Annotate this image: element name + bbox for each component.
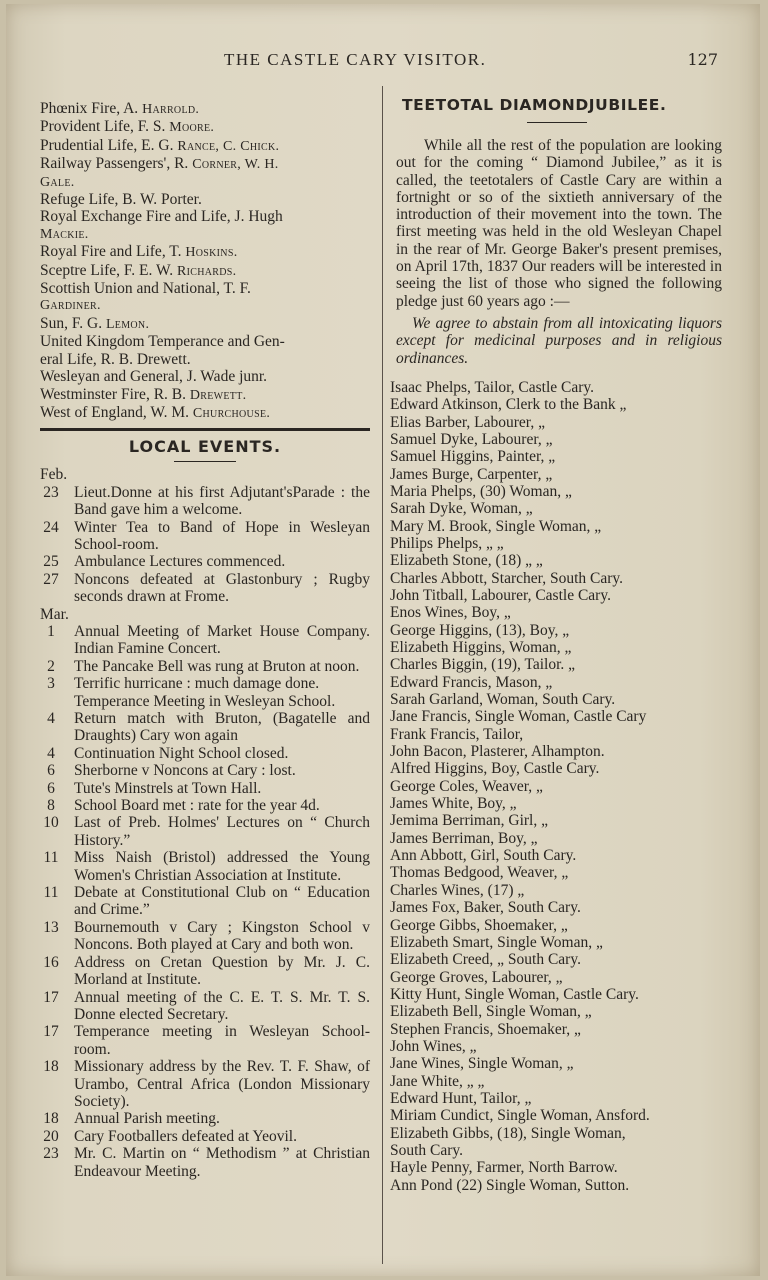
- signer-entry: Jane Wines, Single Woman, „: [390, 1055, 574, 1073]
- event-day: 6: [47, 779, 55, 797]
- event-day: 13: [43, 918, 59, 936]
- event-text: Tute's Minstrels at Town Hall.: [74, 779, 262, 797]
- insurance-entry: [40, 315, 370, 333]
- insurance-office: Westminster Fire, R. B.: [40, 385, 190, 403]
- event-day: 1: [47, 622, 55, 640]
- insurance-entry: [40, 208, 370, 225]
- event-day: 18: [43, 1058, 59, 1076]
- section-rule: [40, 428, 370, 431]
- event-item: [40, 623, 370, 658]
- signer-entry: James White, Boy, „: [390, 795, 517, 813]
- event-text: Return match with Bruton, (Bagatelle and Draughts) Cary won again: [74, 710, 370, 745]
- signer-entry: Jemima Berriman, Girl, „: [390, 812, 548, 830]
- signer-entry: Ann Abbott, Girl, South Cary.: [390, 847, 577, 865]
- signer-entry: Hayle Penny, Farmer, North Barrow.: [390, 1159, 618, 1177]
- signer-entry: Charles Wines, (17) „: [390, 881, 525, 899]
- local-events-heading: LOCAL EVENTS.: [128, 437, 282, 457]
- insurance-entry: [40, 100, 370, 118]
- signer-entry: Elizabeth Smart, Single Woman, „: [390, 933, 603, 951]
- signer-entry: George Groves, Labourer, „: [390, 968, 563, 986]
- insurance-entry: [40, 333, 370, 350]
- column-divider: [382, 86, 383, 1264]
- event-text: Debate at Constitutional Club on “ Education and Crime.”: [74, 884, 370, 919]
- signer-entry: James Fox, Baker, South Cary.: [390, 899, 581, 917]
- insurance-agent: Rance, C. Chick.: [177, 138, 280, 154]
- signer-entry: Jane White, „ „: [390, 1072, 485, 1090]
- event-day: 23: [43, 483, 59, 501]
- insurance-entry: [40, 137, 370, 155]
- signer-entry: Edward Hunt, Tailor, „: [390, 1089, 532, 1107]
- signer-entry: Maria Phelps, (30) Woman, „: [390, 482, 572, 500]
- event-day: 11: [43, 849, 59, 867]
- event-text: Sherborne v Noncons at Cary : lost.: [74, 762, 296, 780]
- insurance-entry: [40, 262, 370, 280]
- page-header: [6, 50, 760, 74]
- signer-entry: Philips Phelps, „ „: [390, 534, 504, 552]
- event-text: Ambulance Lectures commenced.: [74, 553, 286, 571]
- signer-entry: Elizabeth Higgins, Woman, „: [390, 639, 572, 657]
- insurance-entry-continuation: Gale.: [40, 174, 75, 190]
- signer-entry: Jane Francis, Single Woman, Castle Cary: [390, 708, 647, 726]
- signers-list: [390, 379, 724, 1194]
- signer-entry: George Coles, Weaver, „: [390, 777, 543, 795]
- event-day: 4: [47, 710, 55, 727]
- insurance-entry-continuation: Gardiner.: [40, 298, 101, 314]
- event-item: [40, 814, 370, 849]
- signer-entry: George Higgins, (13), Boy, „: [390, 621, 570, 639]
- event-text: Winter Tea to Band of Hope in Wesleyan School-room.: [74, 518, 370, 553]
- event-text: Annual meeting of the C. E. T. S. Mr. T. S. Donne elected Secretary.: [74, 988, 370, 1023]
- insurance-office: Provident Life, F. S.: [40, 118, 170, 136]
- insurance-entry: [40, 118, 370, 136]
- event-item: [40, 1058, 370, 1110]
- signer-entry: Ann Pond (22) Single Woman, Sutton.: [390, 1176, 630, 1194]
- signer-entry: South Cary.: [390, 1141, 464, 1159]
- insurance-entry: [40, 368, 370, 385]
- event-day: 17: [43, 988, 59, 1006]
- event-day: 17: [43, 1023, 59, 1041]
- signer-entry: Enos Wines, Boy, „: [390, 604, 511, 622]
- signer-entry: James Burge, Carpenter, „: [390, 465, 553, 483]
- signer-entry: Samuel Dyke, Labourer, „: [390, 430, 553, 448]
- event-text: Cary Footballers defeated at Yeovil.: [74, 1127, 297, 1145]
- event-day: 2: [47, 657, 55, 675]
- event-item: [40, 954, 370, 989]
- insurance-office: Sun, F. G.: [40, 314, 106, 332]
- insurance-office: Royal Exchange Fire and Life, J. Hugh: [40, 208, 283, 226]
- insurance-entry-continuation: eral Life, R. B. Drewett.: [40, 350, 191, 368]
- signer-entry: Elizabeth Creed, „ South Cary.: [390, 951, 581, 969]
- heading-underline: [527, 122, 587, 123]
- left-column: [40, 100, 370, 1180]
- event-day: 27: [43, 570, 59, 588]
- event-day: 10: [43, 814, 59, 832]
- event-item: [40, 745, 370, 762]
- event-day: 23: [43, 1145, 59, 1163]
- signer-entry: Mary M. Brook, Single Woman, „: [390, 517, 602, 535]
- signer-entry: Elias Barber, Labourer, „: [390, 413, 545, 431]
- event-day: 6: [47, 762, 55, 780]
- event-item: [40, 989, 370, 1024]
- signer-entry: John Wines, „: [390, 1037, 477, 1055]
- signer-entry: Thomas Bedgood, Weaver, „: [390, 864, 569, 882]
- event-day: 11: [43, 884, 59, 902]
- teetotal-intro: While all the rest of the population are looking out for the coming “ Diamond Jubilee,” as it is called, the teetotalers of Castle Cary are within a fortnight or so of the sixtieth anniversary of the introduction of their movement into the town. The first meeting was held in the old Wesleyan Chapel in the rear of Mr. George Baker's present premises, on April 17th, 1837 Our readers will be interested in seeing the list of those who signed the following pledge just 60 years ago :—: [396, 137, 722, 310]
- event-day: 20: [43, 1127, 59, 1145]
- event-day: 4: [47, 744, 55, 762]
- event-text: Missionary address by the Rev. T. F. Shaw, of Urambo, Central Africa (London Missionary Society).: [74, 1058, 370, 1110]
- event-text: Last of Preb. Holmes' Lectures on “ Church History.”: [74, 814, 370, 849]
- event-text: Noncons defeated at Glastonbury ; Rugby seconds drawn at Frome.: [74, 570, 370, 606]
- signer-entry: John Titball, Labourer, Castle Cary.: [390, 586, 611, 604]
- insurance-entry: [40, 243, 370, 261]
- signer-entry: George Gibbs, Shoemaker, „: [390, 916, 568, 934]
- insurance-office: Refuge Life, B. W. Porter.: [40, 191, 202, 209]
- signer-entry: Samuel Higgins, Painter, „: [390, 448, 556, 466]
- signer-entry: John Bacon, Plasterer, Alhampton.: [390, 743, 605, 761]
- event-text: Annual Parish meeting.: [74, 1110, 220, 1128]
- running-title: THE CASTLE CARY VISITOR.: [224, 50, 487, 69]
- signer-entry: Frank Francis, Tailor,: [390, 725, 524, 743]
- book-page: [6, 4, 760, 1276]
- event-item: [40, 571, 370, 606]
- insurance-entry: [40, 386, 370, 404]
- event-item: [40, 675, 370, 692]
- event-text: Continuation Night School closed.: [74, 744, 289, 762]
- event-item: [40, 797, 370, 814]
- insurance-office: Royal Fire and Life, T.: [40, 243, 186, 261]
- page-number: 127: [687, 50, 718, 69]
- event-month: Feb.: [40, 466, 68, 484]
- event-day: 24: [43, 518, 59, 536]
- insurance-agent: Hoskins.: [185, 245, 238, 261]
- insurance-office: United Kingdom Temperance and Gen-: [40, 333, 285, 351]
- signer-entry: Edward Atkinson, Clerk to the Bank „: [390, 396, 627, 414]
- signer-entry: Elizabeth Gibbs, (18), Single Woman,: [390, 1124, 626, 1142]
- event-item: [40, 919, 370, 954]
- signer-entry: Edward Francis, Mason, „: [390, 673, 553, 691]
- event-item: [40, 710, 370, 745]
- event-item: [40, 762, 370, 779]
- signer-entry: Elizabeth Bell, Single Woman, „: [390, 1003, 592, 1021]
- insurance-entry: [40, 155, 370, 173]
- insurance-office: West of England, W. M.: [40, 403, 193, 421]
- insurance-agents-list: [40, 100, 370, 422]
- insurance-entry-continuation: Mackie.: [40, 226, 89, 242]
- event-text: The Pancake Bell was rung at Bruton at noon.: [74, 657, 360, 675]
- event-item: [40, 553, 370, 570]
- event-month: Mar.: [40, 605, 69, 623]
- insurance-entry: [40, 404, 370, 422]
- insurance-office: Railway Passengers', R.: [40, 155, 193, 173]
- signer-entry: James Berriman, Boy, „: [390, 829, 538, 847]
- heading-underline: [174, 461, 236, 462]
- event-text: Annual Meeting of Market House Company. Indian Famine Concert.: [74, 622, 370, 658]
- insurance-office: Scottish Union and National, T. F.: [40, 280, 251, 298]
- event-text: School Board met : rate for the year 4d.: [74, 797, 320, 815]
- signer-entry: Kitty Hunt, Single Woman, Castle Cary.: [390, 985, 639, 1003]
- signer-entry: Sarah Dyke, Woman, „: [390, 500, 533, 518]
- right-column: [390, 96, 724, 1194]
- event-item: [40, 1023, 370, 1058]
- event-item: [40, 1145, 370, 1180]
- insurance-office: Prudential Life, E. G.: [40, 136, 178, 154]
- event-item: [40, 884, 370, 919]
- event-item: [40, 484, 370, 519]
- event-text: Bournemouth v Cary ; Kingston School v Noncons. Both played at Cary and both won.: [74, 918, 370, 954]
- signer-entry: Stephen Francis, Shoemaker, „: [390, 1020, 581, 1038]
- event-day: 3: [47, 675, 55, 693]
- insurance-office: Sceptre Life, F. E. W.: [40, 261, 177, 279]
- insurance-agent: Harrold.: [142, 102, 200, 117]
- event-item: [40, 1128, 370, 1145]
- signer-entry: Charles Biggin, (19), Tailor. „: [390, 656, 576, 674]
- event-item: [40, 519, 370, 554]
- event-text: Miss Naish (Bristol) addressed the Young Women's Christian Association at Institute.: [74, 849, 370, 884]
- insurance-agent: Drewett.: [189, 387, 247, 403]
- insurance-agent: Richards.: [176, 263, 237, 279]
- insurance-office: Phœnix Fire, A.: [40, 100, 143, 117]
- insurance-agent: Corner, W. H.: [192, 157, 279, 173]
- event-item: [40, 849, 370, 884]
- event-day: 25: [43, 553, 59, 571]
- insurance-office: Wesleyan and General, J. Wade junr.: [40, 368, 268, 386]
- signer-entry: Sarah Garland, Woman, South Cary.: [390, 691, 616, 709]
- event-item: [40, 780, 370, 797]
- pledge-text: We agree to abstain from all intoxicating liquors except for medicinal purposes and in religious ordinances.: [396, 314, 722, 367]
- event-text: Temperance meeting in Wesleyan School-room.: [74, 1023, 370, 1058]
- signer-entry: Charles Abbott, Starcher, South Cary.: [390, 569, 623, 587]
- event-day: 18: [43, 1110, 59, 1128]
- event-text: Terrific hurricane : much damage done.: [74, 675, 320, 693]
- insurance-entry: [40, 280, 370, 297]
- insurance-agent: Moore.: [169, 120, 215, 136]
- event-day: 8: [47, 797, 55, 815]
- event-item: [40, 1110, 370, 1127]
- teetotal-heading: TEETOTAL DIAMONDJUBILEE.: [402, 96, 667, 114]
- event-text: Mr. C. Martin on “ Methodism ” at Christian Endeavour Meeting.: [74, 1145, 370, 1180]
- event-item: [40, 658, 370, 675]
- event-text: Lieut.Donne at his first Adjutant'sParade : the Band gave him a welcome.: [74, 483, 370, 519]
- event-day: 16: [43, 953, 59, 971]
- signer-entry: Isaac Phelps, Tailor, Castle Cary.: [390, 378, 595, 396]
- signer-entry: Miriam Cundict, Single Woman, Ansford.: [390, 1107, 650, 1125]
- event-item: [40, 693, 370, 710]
- signer-entry: Alfred Higgins, Boy, Castle Cary.: [390, 760, 600, 778]
- event-text: Temperance Meeting in Wesleyan School.: [74, 692, 336, 710]
- local-events-list: [40, 466, 370, 1180]
- insurance-agent: Churchouse.: [192, 405, 271, 421]
- insurance-agent: Lemon.: [105, 316, 150, 332]
- signer-entry: Elizabeth Stone, (18) „ „: [390, 552, 543, 570]
- event-text: Address on Cretan Question by Mr. J. C. Morland at Institute.: [74, 953, 370, 989]
- insurance-entry: [40, 191, 370, 208]
